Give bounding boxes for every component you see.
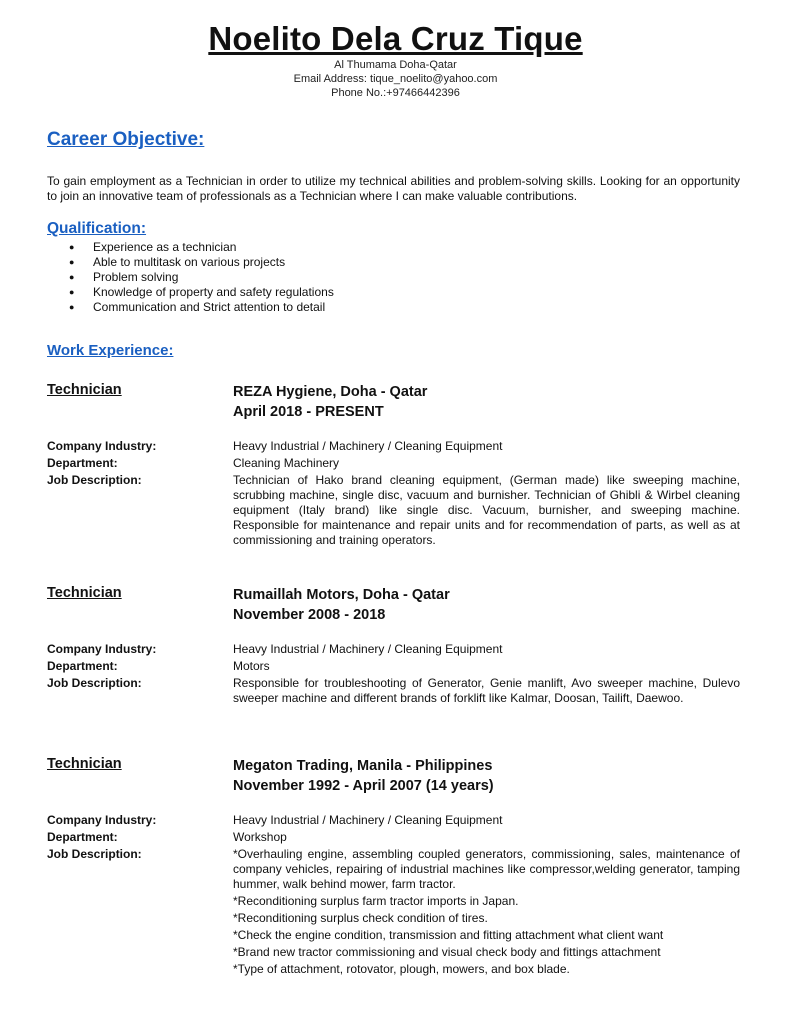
phone-number: Phone No.:+97466442396 xyxy=(331,87,460,99)
department-value: Workshop xyxy=(233,830,287,844)
industry-label: Company Industry: xyxy=(47,813,157,827)
description-label: Job Description: xyxy=(47,473,142,487)
department-row xyxy=(47,830,740,845)
department-label: Department: xyxy=(47,456,118,470)
job-role: Technician xyxy=(47,382,122,398)
email-address: Email Address: tique_noelito@yahoo.com xyxy=(293,73,498,85)
job-role: Technician xyxy=(47,756,122,772)
career-objective-heading: Career Objective: xyxy=(47,129,205,150)
job-header xyxy=(233,585,450,625)
career-objective-text: To gain employment as a Technician in order to utilize my technical abilities and problem-solving skills. Looking for an opportunity to join an innovative team of professionals as a Technician where I can make valuable contributions. xyxy=(47,174,740,203)
department-row xyxy=(47,456,740,471)
industry-row xyxy=(47,439,740,454)
industry-value: Heavy Industrial / Machinery / Cleaning Equipment xyxy=(233,642,503,656)
department-value: Cleaning Machinery xyxy=(233,456,340,470)
description-line: *Reconditioning surplus farm tractor imports in Japan. xyxy=(233,894,519,908)
resume-header xyxy=(0,0,791,100)
description-lines xyxy=(233,676,740,706)
qualification-item: ● Able to multitask on various projects xyxy=(47,255,334,270)
department-row xyxy=(47,659,740,674)
industry-value: Heavy Industrial / Machinery / Cleaning Equipment xyxy=(233,439,503,453)
qualification-list xyxy=(47,240,334,315)
candidate-name: Noelito Dela Cruz Tique xyxy=(208,20,583,57)
description-line: Responsible for troubleshooting of Generator, Genie manlift, Avo sweeper machine, Dulevo sweeper machine and different brands of forklift like Kalmar, Doosan, Tailift, Daewoo. xyxy=(233,676,740,705)
qualification-item: ● Communication and Strict attention to detail xyxy=(47,300,334,315)
description-line: *Check the engine condition, transmission and fitting attachment what client want xyxy=(233,928,664,942)
description-line: Technician of Hako brand cleaning equipment, (German made) like sweeping machine, scrubbing machine, single disc, vacuum and burnisher. Technician of Ghibli & Wirbel cleaning equipment (Italy brand) like single disc. Vacuum, burnisher, and sweeping machine. Responsible for maintenance and repair units and for recommendation of parts, as well as at commissioning and training operators. xyxy=(233,473,740,547)
address: Al Thumama Doha-Qatar xyxy=(334,59,457,71)
qualification-item: ● Problem solving xyxy=(47,270,334,285)
job-company: Rumaillah Motors, Doha - Qatar xyxy=(233,587,450,603)
qualification-item: ● Knowledge of property and safety regulations xyxy=(47,285,334,300)
industry-label: Company Industry: xyxy=(47,439,157,453)
job-header xyxy=(233,756,494,796)
description-row xyxy=(47,676,740,706)
description-label: Job Description: xyxy=(47,676,142,690)
industry-row xyxy=(47,813,740,828)
description-row xyxy=(47,847,740,977)
description-label: Job Description: xyxy=(47,847,142,861)
qualification-item: ● Experience as a technician xyxy=(47,240,334,255)
department-label: Department: xyxy=(47,830,118,844)
description-row xyxy=(47,473,740,548)
job-period: November 1992 - April 2007 (14 years) xyxy=(233,778,494,794)
description-lines xyxy=(233,847,740,977)
qualification-heading: Qualification: xyxy=(47,220,147,237)
job-period: November 2008 - 2018 xyxy=(233,607,386,623)
description-line: *Reconditioning surplus check condition of tires. xyxy=(233,911,488,925)
job-company: REZA Hygiene, Doha - Qatar xyxy=(233,384,428,400)
job-company: Megaton Trading, Manila - Philippines xyxy=(233,758,493,774)
job-period: April 2018 - PRESENT xyxy=(233,404,384,420)
department-label: Department: xyxy=(47,659,118,673)
description-lines xyxy=(233,473,740,548)
description-line: *Overhauling engine, assembling coupled generators, commissioning, sales, maintenance of company vehicles, repairing of industrial machines like compressor,welding generator, tamping hummer, walk behind mower, farm tractor. xyxy=(233,847,740,891)
description-line: *Type of attachment, rotovator, plough, mowers, and box blade. xyxy=(233,962,570,976)
department-value: Motors xyxy=(233,659,270,673)
work-experience-heading: Work Experience: xyxy=(47,342,174,359)
description-line: *Brand new tractor commissioning and visual check body and fittings attachment xyxy=(233,945,661,959)
industry-value: Heavy Industrial / Machinery / Cleaning Equipment xyxy=(233,813,503,827)
job-header xyxy=(233,382,427,422)
industry-row xyxy=(47,642,740,657)
industry-label: Company Industry: xyxy=(47,642,157,656)
job-role: Technician xyxy=(47,585,122,601)
